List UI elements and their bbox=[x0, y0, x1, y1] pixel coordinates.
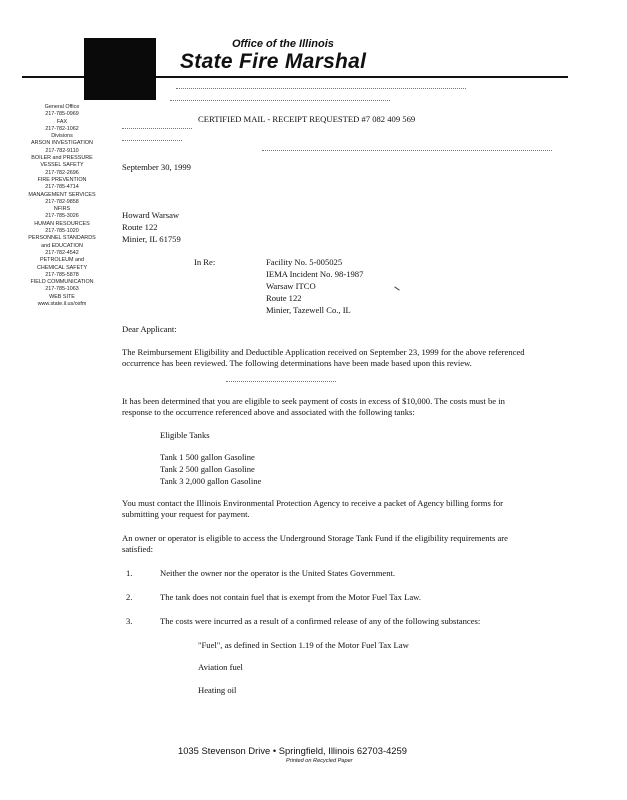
sidebar-entry: NFIRS bbox=[53, 206, 71, 213]
sidebar-entry: 217-785-0969 bbox=[45, 111, 79, 118]
in-re-line: Facility No. 5-005025 bbox=[266, 257, 343, 267]
sidebar-entry: PERSONNEL STANDARDS bbox=[28, 235, 96, 242]
sidebar-entry: ARSON INVESTIGATION bbox=[31, 140, 93, 147]
scan-artifact bbox=[226, 381, 336, 385]
tank-line: Tank 1 500 gallon Gasoline bbox=[160, 452, 255, 462]
substance-line: "Fuel", as defined in Section 1.19 of the Motor Fuel Tax Law bbox=[198, 640, 409, 650]
sidebar-entry: FIRE PREVENTION bbox=[37, 176, 87, 183]
scan-artifact bbox=[262, 150, 552, 154]
recipient-line: Howard Warsaw bbox=[122, 210, 180, 220]
footer-address: 1035 Stevenson Drive • Springfield, Illinois 62703-4259 bbox=[178, 745, 407, 756]
sidebar-entry: General Office bbox=[44, 104, 80, 110]
agency-name: State Fire Marshal bbox=[180, 50, 367, 73]
paragraph-requirements: An owner or operator is eligible to access the Underground Storage Tank Fund if the eligibility requirements are satisfied: bbox=[122, 533, 508, 554]
scan-artifact bbox=[170, 100, 390, 104]
sidebar-entry: VESSEL SAFETY bbox=[40, 162, 84, 169]
paragraph-review: The Reimbursement Eligibility and Deductible Application received on September 23, 1999 for the above referenced occurrence has been reviewed. The following determinations have been made based upon this review. bbox=[122, 347, 525, 368]
paragraph-contact-epa: You must contact the Illinois Environmental Protection Agency to receive a packet of Agency billing forms for submitting your request for payment. bbox=[122, 498, 503, 519]
requirement-text: The costs were incurred as a result of a confirmed release of any of the following substances: bbox=[160, 616, 481, 626]
sidebar-entry: BOILER and PRESSURE bbox=[31, 155, 93, 162]
sidebar-entry: 217-782-4542 bbox=[45, 249, 79, 256]
tank-line: Tank 2 500 gallon Gasoline bbox=[160, 464, 255, 474]
scan-mark bbox=[394, 286, 399, 290]
sidebar-entry: HUMAN RESOURCES bbox=[34, 220, 90, 227]
paragraph-eligibility: It has been determined that you are eligible to seek payment of costs in excess of $10,000. The costs must be in response to the occurrence referenced above and associated with the following tanks: bbox=[122, 396, 505, 417]
sidebar-entry: and EDUCATION bbox=[41, 242, 83, 249]
requirement-number: 2. bbox=[126, 592, 133, 602]
salutation: Dear Applicant: bbox=[122, 324, 177, 334]
substance-line: Heating oil bbox=[198, 685, 237, 695]
sidebar-entry: 217-782-9110 bbox=[45, 147, 79, 154]
sidebar-entry: 217-782-9858 bbox=[45, 198, 79, 205]
recipient-line: Route 122 bbox=[122, 222, 158, 232]
sidebar-entry: www.state.il.us/osfm bbox=[37, 301, 87, 308]
sidebar-entry: 217-785-1020 bbox=[45, 228, 79, 235]
sidebar-entry: FAX bbox=[56, 118, 68, 125]
sidebar-entry: FIELD COMMUNICATION bbox=[30, 279, 94, 286]
in-re-line: IEMA Incident No. 98-1987 bbox=[266, 269, 364, 279]
office-line: Office of the Illinois bbox=[232, 38, 334, 50]
header-rule-right bbox=[156, 76, 568, 78]
requirement-text: The tank does not contain fuel that is exempt from the Motor Fuel Tax Law. bbox=[160, 592, 421, 602]
sidebar-entry: 217-782-2696 bbox=[45, 169, 79, 176]
requirement-text: Neither the owner nor the operator is the United States Government. bbox=[160, 568, 396, 578]
sidebar-entry: 217-785-5878 bbox=[45, 271, 79, 278]
sidebar-entry: PETROLEUM and bbox=[39, 257, 85, 264]
sidebar-entry: WEB SITE bbox=[49, 293, 75, 300]
header-rule-left bbox=[22, 76, 84, 78]
sidebar-entry: 217-785-1063 bbox=[45, 286, 79, 293]
eligible-tanks-heading: Eligible Tanks bbox=[160, 430, 210, 440]
in-re-line: Minier, Tazewell Co., IL bbox=[266, 305, 351, 315]
letter-date: September 30, 1999 bbox=[122, 162, 191, 172]
sidebar-entry: MANAGEMENT SERVICES bbox=[28, 191, 96, 198]
footer-recycled-note: Printed on Recycled Paper bbox=[286, 758, 353, 764]
tank-line: Tank 3 2,000 gallon Gasoline bbox=[160, 476, 262, 486]
recipient-line: Minier, IL 61759 bbox=[122, 234, 181, 244]
requirement-number: 3. bbox=[126, 616, 133, 626]
certified-mail-line: CERTIFIED MAIL - RECEIPT REQUESTED #7 082 409 569 bbox=[198, 114, 416, 124]
sidebar-entry: Divisions bbox=[51, 133, 73, 140]
scan-artifact bbox=[122, 140, 182, 144]
in-re-label: In Re: bbox=[194, 257, 216, 267]
sidebar-contacts bbox=[22, 104, 102, 308]
substance-line: Aviation fuel bbox=[198, 662, 243, 672]
in-re-line: Warsaw ITCO bbox=[266, 281, 316, 291]
scan-artifact bbox=[176, 88, 466, 92]
requirement-number: 1. bbox=[126, 568, 133, 578]
sidebar-entry: 217-785-4714 bbox=[45, 184, 79, 191]
scan-artifact bbox=[122, 128, 192, 132]
in-re-line: Route 122 bbox=[266, 293, 302, 303]
sidebar-entry: 217-785-3026 bbox=[45, 213, 79, 220]
logo-redacted bbox=[84, 38, 156, 100]
sidebar-entry: CHEMICAL SAFETY bbox=[36, 264, 88, 271]
sidebar-entry: 217-782-1062 bbox=[45, 125, 79, 132]
